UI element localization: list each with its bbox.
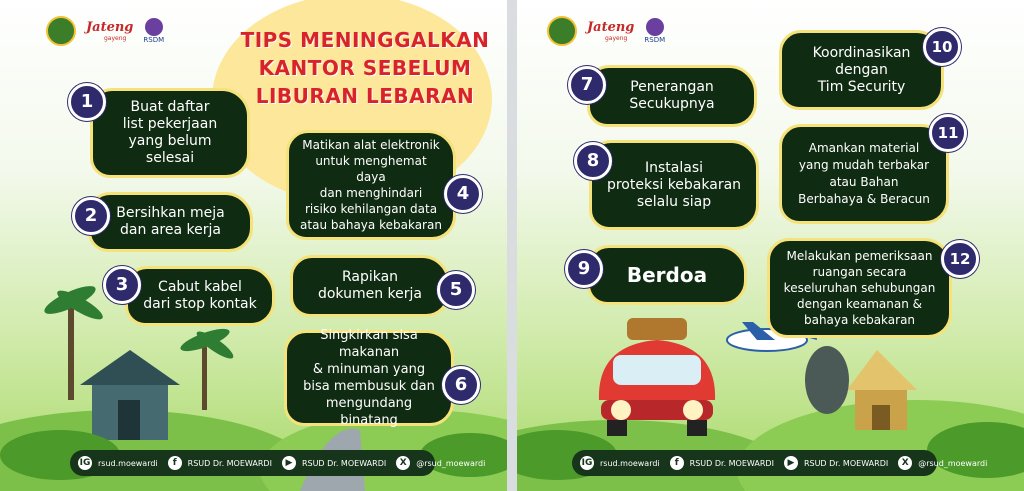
title-line-1: TIPS MENINGGALKAN — [240, 28, 490, 52]
tip-number-9: 9 — [565, 250, 603, 288]
tip-number-4: 4 — [444, 175, 482, 213]
tip-card-11: Amankan material yang mudah terbakar atau Bahan Berbahaya & Beracun — [779, 124, 949, 224]
jateng-logo-subtext: gayeng — [605, 35, 628, 42]
tip-number-6: 6 — [442, 366, 480, 404]
x-icon[interactable]: X — [898, 456, 912, 470]
tip-card-3: Cabut kabel dari stop kontak — [125, 266, 275, 326]
social-footer — [70, 450, 486, 476]
tip-number-2: 2 — [72, 197, 110, 235]
instagram-icon[interactable]: IG — [581, 458, 593, 468]
tip-card-12: Melakukan pemeriksaan ruangan secara keseluruhan sehubungan dengan keamanan & bahaya kebakaran — [767, 238, 952, 338]
social-footer — [572, 450, 988, 476]
red-car — [599, 318, 715, 436]
logo-group — [547, 16, 665, 46]
tip-number-10: 10 — [923, 28, 961, 66]
jateng-logo-subtext: gayeng — [104, 35, 127, 42]
tip-number-5: 5 — [437, 271, 475, 309]
youtube-handle[interactable]: RSUD Dr. MOEWARDI — [803, 458, 889, 468]
province-emblem-icon — [547, 16, 577, 46]
hut — [847, 350, 917, 430]
jateng-logo — [587, 20, 634, 42]
rsdm-emblem-icon — [646, 18, 664, 36]
jateng-logo-text: Jateng — [587, 20, 635, 35]
rsdm-emblem-icon — [145, 18, 163, 36]
province-emblem-icon — [46, 16, 76, 46]
instagram-handle[interactable]: rsud.moewardi — [600, 458, 660, 468]
tip-number-8: 8 — [574, 142, 612, 180]
page-title — [240, 26, 490, 110]
facebook-handle[interactable]: RSUD Dr. MOEWARDI — [689, 458, 774, 468]
facebook-handle[interactable]: RSUD Dr. MOEWARDI — [187, 458, 272, 468]
facebook-icon[interactable]: f — [168, 456, 182, 470]
rsdm-logo-text: RSDM — [143, 36, 165, 44]
logo-group — [46, 16, 164, 46]
rsdm-logo-text: RSDM — [644, 36, 666, 44]
tip-card-2: Bersihkan meja dan area kerja — [88, 192, 253, 252]
tip-card-9: Berdoa — [587, 245, 747, 305]
tip-card-6: Singkirkan sisa makanan & minuman yang bisa membusuk dan mengundang binatang — [284, 330, 454, 426]
traditional-house — [80, 350, 180, 440]
facebook-icon[interactable]: f — [670, 456, 684, 470]
tip-card-4: Matikan alat elektronik untuk menghemat daya dan menghindari risiko kehilangan data atau bahaya kebakaran — [286, 130, 456, 240]
title-line-2: KANTOR SEBELUM — [258, 56, 472, 80]
tip-card-1: Buat daftar list pekerjaan yang belum selesai — [90, 88, 250, 178]
youtube-icon[interactable]: ▶ — [784, 456, 798, 470]
tip-card-5: Rapikan dokumen kerja — [290, 255, 450, 317]
tip-number-7: 7 — [568, 66, 606, 104]
title-line-3: LIBURAN LEBARAN — [255, 84, 475, 108]
youtube-icon[interactable]: ▶ — [282, 456, 296, 470]
rsdm-logo — [644, 18, 665, 44]
tip-card-10: Koordinasikan dengan Tim Security — [779, 30, 944, 110]
tip-number-12: 12 — [941, 240, 979, 278]
youtube-handle[interactable]: RSUD Dr. MOEWARDI — [301, 458, 387, 468]
x-icon[interactable]: X — [396, 456, 410, 470]
rsdm-logo — [143, 18, 164, 44]
instagram-handle[interactable]: rsud.moewardi — [98, 458, 158, 468]
tip-card-8: Instalasi proteksi kebakaran selalu siap — [589, 140, 759, 230]
tip-card-7: Penerangan Secukupnya — [587, 65, 757, 127]
instagram-icon[interactable]: IG — [79, 458, 91, 468]
jateng-logo-text: Jateng — [86, 20, 134, 35]
jateng-logo — [86, 20, 133, 42]
x-handle[interactable]: @rsud_moewardi — [416, 458, 486, 468]
tip-number-1: 1 — [68, 83, 106, 121]
tip-number-11: 11 — [929, 114, 967, 152]
right-panel — [517, 0, 1024, 491]
x-handle[interactable]: @rsud_moewardi — [918, 458, 988, 468]
left-panel — [0, 0, 507, 491]
tip-number-3: 3 — [103, 266, 141, 304]
